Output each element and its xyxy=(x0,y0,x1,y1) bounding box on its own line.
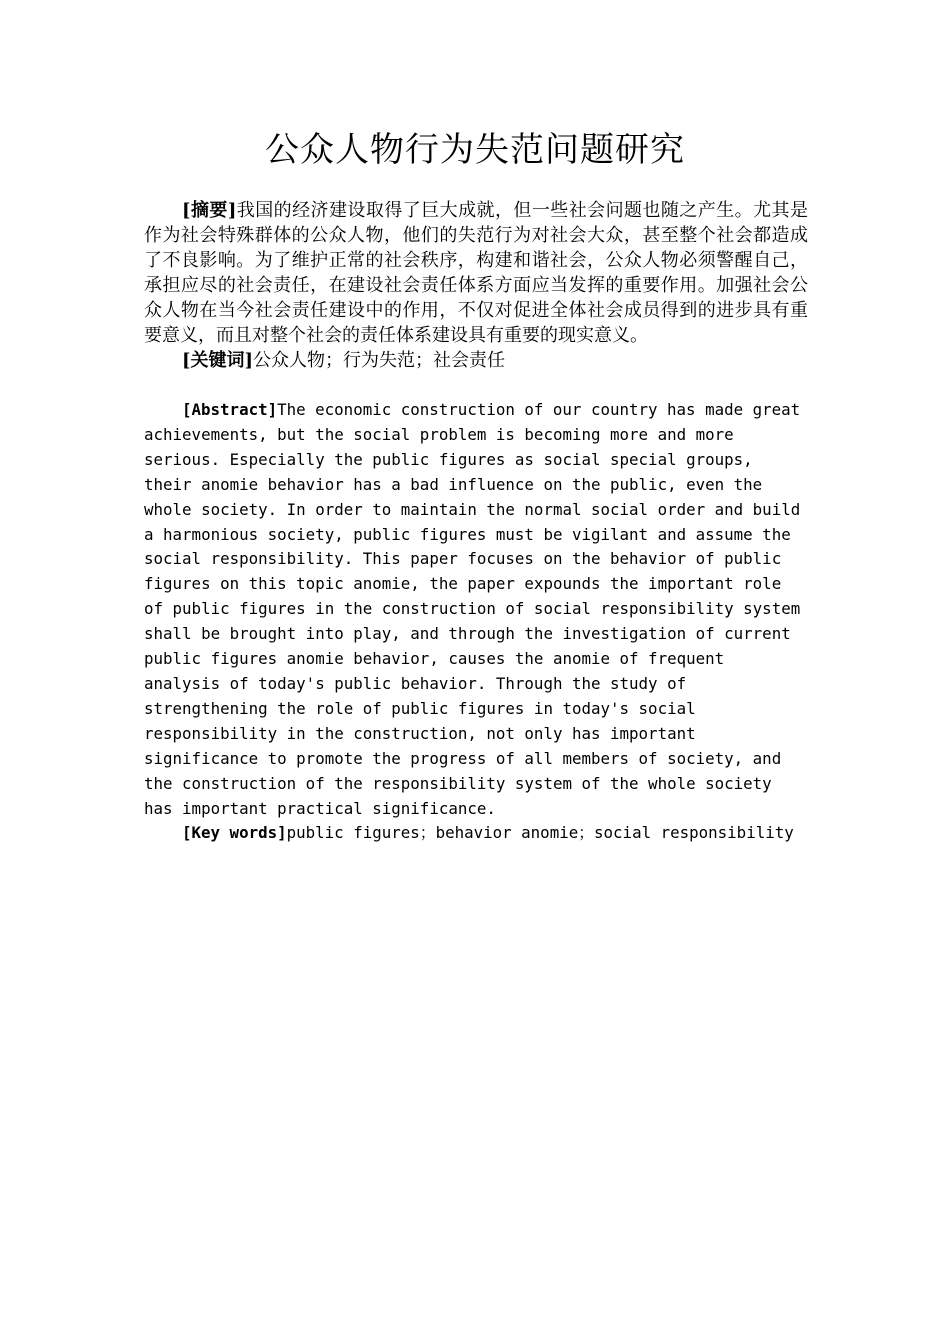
keywords-en-label: [Key words] xyxy=(182,823,287,843)
keywords-cn-paragraph xyxy=(144,348,808,373)
abstract-en-section xyxy=(144,398,808,846)
abstract-en-paragraph xyxy=(144,398,808,821)
abstract-cn-section xyxy=(144,198,808,373)
page-title: 公众人物行为失范问题研究 xyxy=(265,130,685,170)
keywords-cn-text: 公众人物；行为失范；社会责任 xyxy=(253,350,506,371)
keywords-cn-label: [关键词] xyxy=(182,350,254,371)
keywords-en-text: public figures；behavior anomie；social responsibility xyxy=(286,823,794,843)
abstract-cn-text: 我国的经济建设取得了巨大成就，但一些社会问题也随之产生。尤其是作为社会特殊群体的公众人物，他们的失范行为对社会大众，甚至整个社会都造成了不良影响。为了维护正常的社会秩序，构建和谐社会，公众人物必须警醒自己，承担应尽的社会责任，在建设社会责任体系方面应当发挥的重要作用。加强社会公众人物在当今社会责任建设中的作用，不仅对促进全体社会成员得到的进步具有重要意义，而且对整个社会的责任体系建设具有重要的现实意义。 xyxy=(144,200,808,346)
abstract-cn-label: [摘要] xyxy=(182,200,237,221)
abstract-en-label: [Abstract] xyxy=(182,400,278,419)
keywords-en-paragraph xyxy=(144,821,808,846)
abstract-cn-paragraph xyxy=(144,198,808,348)
abstract-en-text: The economic construction of our country has made great achievements, but the social problem is becoming more and more serious. Especially the public figures as social special groups, their anomie behavior has a bad influence on the public, even the whole society. In order to maintain the normal social order and build a harmonious society, public figures must be vigilant and assume the social responsibility. This paper focuses on the behavior of public figures on this topic anomie, the paper expounds the important role of public figures in the construction of social responsibility system shall be brought into play, and through the investigation of current public figures anomie behavior, causes the anomie of frequent analysis of today's public behavior. Through the study of strengthening the role of public figures in today's social responsibility in the construction, not only has important significance to promote the progress of all members of society, and the construction of the responsibility system of the whole society has important practical significance. xyxy=(144,400,801,818)
